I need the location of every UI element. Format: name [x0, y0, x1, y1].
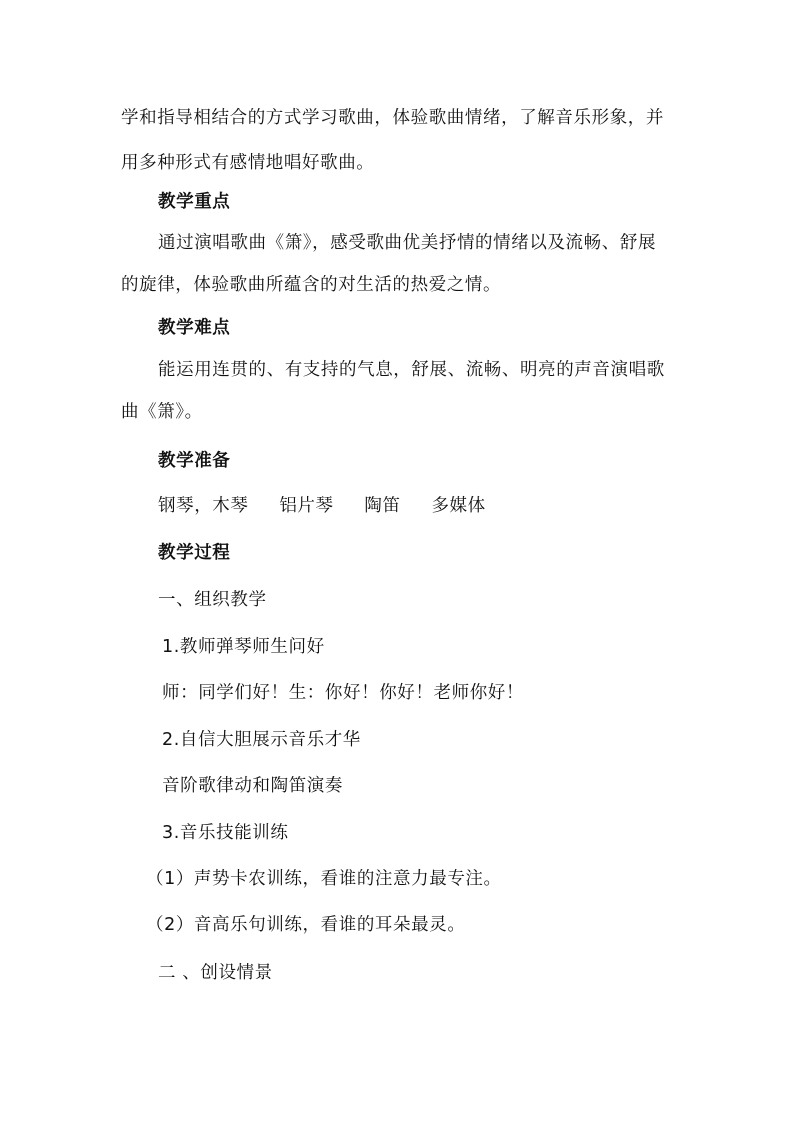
paragraph-line: 学和指导相结合的方式学习歌曲，体验歌曲情绪，了解音乐形象，并 [121, 108, 664, 128]
section-heading-process: 教学过程 [158, 543, 231, 563]
sub-list-item: （2）音高乐句训练，看谁的耳朵最灵。 [146, 915, 466, 935]
dialogue-line: 师：同学们好！生：你好！你好！老师你好！ [162, 683, 524, 703]
section-heading-preparation: 教学准备 [158, 451, 231, 471]
preparation-items: 钢琴，木琴 铝片琴 陶笛 多媒体 [158, 496, 486, 516]
step-heading: 一、组织教学 [158, 590, 267, 610]
list-item: 3.音乐技能训练 [162, 823, 289, 843]
paragraph-line: 曲《箫》。 [121, 402, 203, 422]
list-item: 2.自信大胆展示音乐才华 [162, 730, 361, 750]
step-heading: 二 、创设情景 [158, 963, 273, 983]
section-heading-difficulties: 教学难点 [158, 318, 231, 338]
paragraph-line: 通过演唱歌曲《箫》，感受歌曲优美抒情的情绪以及流畅、舒展 [158, 233, 657, 253]
section-heading-key-points: 教学重点 [158, 192, 231, 212]
paragraph-line: 的旋律，体验歌曲所蕴含的对生活的热爱之情。 [121, 275, 502, 295]
paragraph-line: 能运用连贯的、有支持的气息，舒展、流畅、明亮的声音演唱歌 [158, 360, 665, 380]
paragraph-line: 用多种形式有感情地唱好歌曲。 [121, 153, 375, 173]
paragraph-line: 音阶歌律动和陶笛演奏 [162, 776, 343, 796]
list-item: 1.教师弹琴师生问好 [162, 637, 325, 657]
sub-list-item: （1）声势卡农训练，看谁的注意力最专注。 [146, 869, 502, 889]
